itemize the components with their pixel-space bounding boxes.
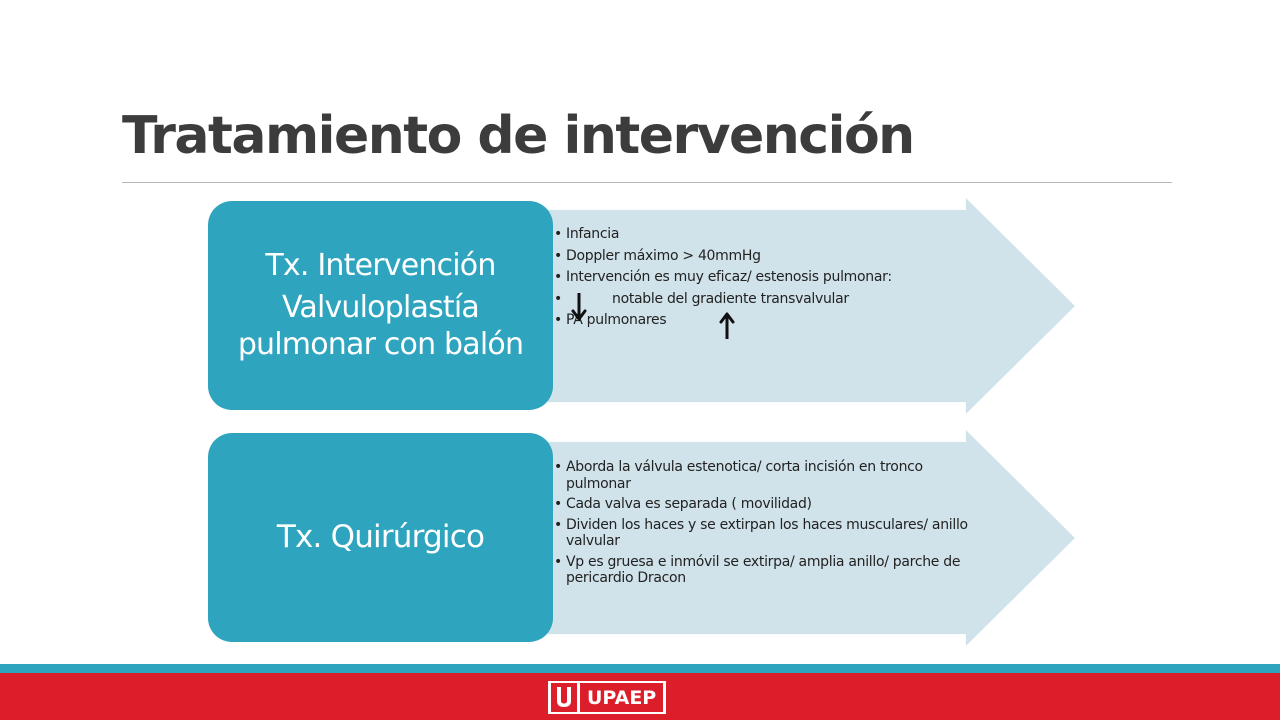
section-2-box	[208, 433, 553, 642]
list-item: • Vp es gruesa e inmóvil se extirpa/ amplia anillo/ parche de pericardio Dracon	[554, 554, 974, 587]
up-arrow-icon	[719, 312, 735, 345]
section-1-bullet-list	[554, 226, 984, 334]
list-item: • Infancia	[554, 226, 984, 243]
list-item: • Doppler máximo > 40mmHg	[554, 248, 984, 265]
section-1-subheading: Valvuloplastía pulmonar con balón	[237, 290, 524, 362]
section-1-heading: Tx. Intervención	[265, 247, 496, 283]
list-item: • Cada valva es separada ( movilidad)	[554, 496, 974, 513]
section-2-bullet-list	[554, 459, 974, 591]
list-item: • PA pulmonares	[554, 312, 984, 329]
section-1-box	[208, 201, 553, 410]
footer-accent-stripe	[0, 664, 1280, 673]
down-arrow-icon	[571, 292, 587, 327]
logo-text: UPAEP	[580, 683, 663, 712]
list-item: • Dividen los haces y se extirpan los haces musculares/ anillo valvular	[554, 517, 974, 550]
upaep-logo	[548, 681, 666, 714]
slide-title: Tratamiento de intervención	[122, 106, 914, 166]
list-item: • Intervención es muy eficaz/ estenosis pulmonar:	[554, 269, 984, 286]
upaep-u-logo-icon	[551, 683, 577, 712]
title-divider	[122, 182, 1172, 183]
list-item: • notable del gradiente transvalvular	[554, 291, 984, 308]
list-item: • Aborda la válvula estenotica/ corta incisión en tronco pulmonar	[554, 459, 974, 492]
section-2-heading: Tx. Quirúrgico	[276, 518, 485, 555]
